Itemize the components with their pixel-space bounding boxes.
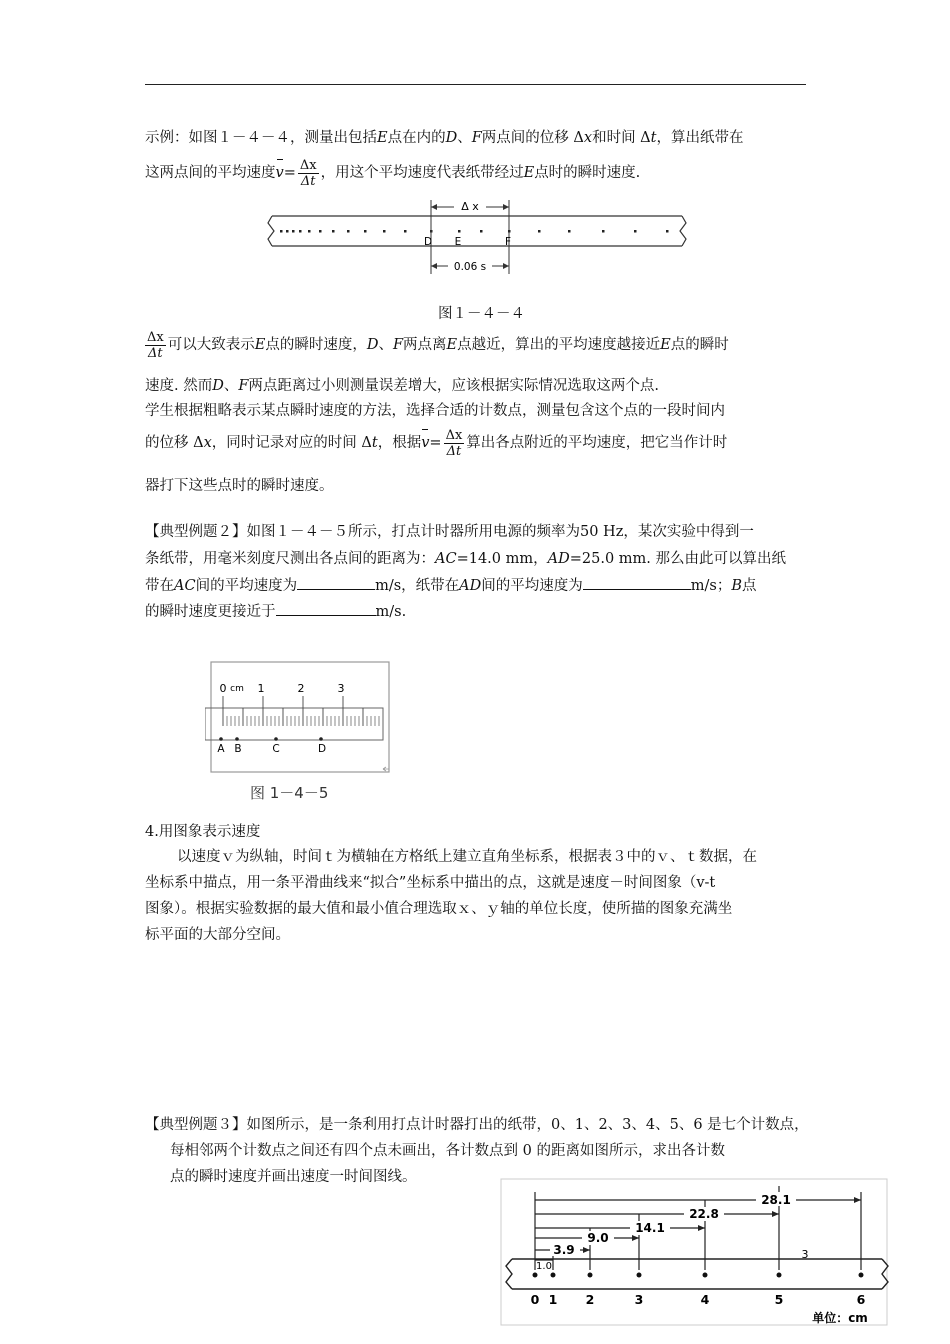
para1-line2	[145, 376, 659, 396]
text: ，算出纸带在	[656, 130, 744, 146]
example-intro-line2	[145, 156, 640, 190]
text: 的位移 Δ	[145, 435, 204, 451]
figure-1-4-5	[205, 660, 405, 780]
var-E: E	[523, 165, 535, 181]
text: 点时的瞬时速度.	[534, 165, 641, 181]
point-D-label: D	[423, 236, 433, 248]
answer-blank-3[interactable]	[276, 601, 376, 616]
section4-line4: 标平面的大部分空间。	[145, 927, 290, 943]
var-F: F	[471, 130, 482, 146]
ruler-unit: cm	[230, 684, 244, 694]
point-D: D	[317, 743, 327, 755]
answer-blank-1[interactable]	[297, 575, 375, 590]
figure-1-4-4	[262, 196, 692, 282]
example2-line2	[145, 549, 786, 569]
text: 两点间的位移 Δ	[481, 130, 584, 146]
figure-tape	[500, 1178, 895, 1328]
frac-num: Δx	[147, 329, 164, 345]
example3-line1: 【典型例题３】如图所示，是一条利用打点计时器打出的纸带，0、1、2、3、4、5、6 是七个计数点，	[145, 1117, 809, 1133]
frac-num: Δx	[445, 427, 463, 443]
dist-3-9: 3.9	[553, 1243, 575, 1257]
point-6: 6	[856, 1292, 866, 1307]
ruler-0: 0	[219, 682, 227, 695]
frac-den: Δt	[300, 173, 316, 189]
var-x: x	[583, 130, 593, 146]
unit-label: 单位：cm	[812, 1311, 868, 1325]
var-x: x	[203, 435, 212, 451]
var-AD: AD	[459, 578, 482, 594]
point-3: 3	[634, 1292, 644, 1307]
var-E: E	[254, 337, 266, 353]
text: m/s；	[690, 578, 732, 594]
point-1: 1	[548, 1292, 558, 1307]
var-AD: AD	[547, 551, 570, 567]
point-0: 0	[530, 1292, 540, 1307]
delta-x-label: Δ x	[461, 200, 479, 213]
text: 、	[378, 337, 393, 353]
dist-14-1: 14.1	[635, 1221, 665, 1235]
text: m/s，纸带在	[375, 578, 460, 594]
dist-9-0: 9.0	[587, 1231, 609, 1245]
point-5: 5	[774, 1292, 784, 1307]
point-2: 2	[585, 1292, 595, 1307]
dist-22-8: 22.8	[689, 1207, 719, 1221]
para2-line2	[145, 426, 727, 460]
text: 间的平均速度为	[481, 578, 583, 594]
point-E-label: E	[454, 236, 462, 248]
text: 速度. 然而	[145, 378, 213, 394]
text: 点越近，算出的平均速度越接近	[457, 337, 661, 353]
equals: =	[429, 435, 442, 451]
var-E: E	[446, 337, 458, 353]
example3-line3: 点的瞬时速度并画出速度一时间图线。	[170, 1169, 417, 1185]
text: 点	[742, 578, 757, 594]
var-E: E	[377, 130, 388, 146]
text: =14.0 mm，	[456, 551, 548, 567]
dist-28-1: 28.1	[761, 1193, 791, 1207]
var-v-bar: v	[276, 156, 284, 190]
dist-1-0: 1.0	[536, 1261, 552, 1272]
tape-right-tear	[680, 216, 686, 246]
ruler-outline	[211, 662, 389, 772]
section4-line3: 图象）。根据实验数据的最大值和最小值合理选取ｘ、ｙ轴的单位长度，使所描的图象充满坐	[145, 901, 733, 917]
fig-1-4-5-caption: 图 1－4－5	[250, 784, 329, 802]
text: 这两点间的平均速度	[145, 165, 276, 181]
var-F: F	[392, 337, 404, 353]
var-F: F	[238, 378, 249, 394]
point-B: B	[234, 743, 242, 755]
text: 带在	[145, 578, 174, 594]
text: m/s.	[375, 604, 407, 620]
point-A: A	[217, 743, 225, 755]
para2-line3: 器打下这些点时的瞬时速度。	[145, 478, 334, 494]
answer-blank-2[interactable]	[583, 575, 691, 590]
point-C: C	[272, 743, 280, 755]
text: 间的平均速度为	[195, 578, 298, 594]
text: ，用这个平均速度代表纸带经过	[320, 165, 524, 181]
stray-3: 3	[801, 1248, 809, 1261]
example2-line3	[145, 575, 757, 596]
text: 、	[457, 130, 472, 146]
frac-num: Δx	[299, 157, 317, 173]
example2-line4	[145, 601, 406, 622]
header-rule	[145, 84, 806, 85]
section4-line1: 以速度ｖ为纵轴，时间ｔ为横轴在方格纸上建立直角坐标系，根据表３中的ｖ、ｔ数据，在	[177, 849, 757, 865]
para2-line1: 学生根据粗略表示某点瞬时速度的方法，选择合适的计数点，测量包含这个点的一段时间内	[145, 403, 725, 419]
point-F-label: F	[504, 236, 512, 248]
equals: =	[283, 165, 296, 181]
section4-title: 4.用图象表示速度	[145, 824, 261, 840]
ruler-3: 3	[337, 682, 345, 695]
text: 条纸带，用毫米刻度尺测出各点间的距离为：	[145, 551, 435, 567]
text: 两点距离过小则测量误差增大，应该根据实际情况选取这两个点.	[248, 378, 660, 394]
ruler-2: 2	[297, 682, 305, 695]
text: =25.0 mm. 那么由此可以算出纸	[569, 551, 786, 567]
fraction	[444, 428, 465, 459]
text: 示例：如图１－４－４，测量出包括	[145, 130, 377, 146]
fraction	[298, 158, 319, 189]
var-AC: AC	[174, 578, 196, 594]
tape-left-tear	[506, 1259, 512, 1289]
text: 的瞬时速度更接近于	[145, 604, 276, 620]
var-D: D	[366, 337, 379, 353]
text: 、	[223, 378, 239, 394]
var-t: t	[650, 130, 657, 146]
text: 两点离	[403, 337, 447, 353]
para1-line1	[145, 328, 729, 362]
frac-den: Δt	[446, 443, 462, 459]
point-4: 4	[700, 1292, 710, 1307]
example-intro-line1	[145, 128, 744, 148]
tape-left-tear	[268, 216, 274, 246]
fraction	[145, 330, 166, 361]
var-E: E	[660, 337, 671, 353]
text: 算出各点附近的平均速度，把它当作计时	[466, 435, 728, 451]
example2-line1: 【典型例题２】如图１－４－５所示，打点计时器所用电源的频率为50 Hz，某次实验中得到一	[145, 524, 754, 540]
example3-line2: 每相邻两个计数点之间还有四个点未画出，各计数点到 0 的距离如图所示，求出各计数	[170, 1143, 725, 1159]
var-D: D	[445, 130, 458, 146]
ruler-1: 1	[257, 682, 265, 695]
text: ，根据	[377, 435, 422, 451]
text: 点的瞬时	[670, 337, 729, 353]
text: 可以大致表示	[167, 337, 255, 353]
fig-1-4-4-caption: 图１－４－４	[438, 306, 525, 322]
time-label: 0.06 s	[453, 261, 487, 273]
text: 和时间 Δ	[592, 130, 651, 146]
tape-dots	[280, 230, 669, 233]
var-D: D	[212, 378, 224, 394]
text: 点在内的	[387, 130, 446, 146]
text: ，同时记录对应的时间 Δ	[211, 435, 372, 451]
var-t: t	[371, 435, 378, 451]
text: 点的瞬时速度，	[265, 337, 367, 353]
var-v-bar: v	[421, 426, 429, 460]
var-AC: AC	[435, 551, 457, 567]
section4-line2: 坐标系中描点，用一条平滑曲线来“拟合”坐标系中描出的点，这就是速度－时间图象（v-t	[145, 875, 716, 891]
var-B: B	[731, 578, 742, 594]
frac-den: Δt	[148, 345, 163, 361]
